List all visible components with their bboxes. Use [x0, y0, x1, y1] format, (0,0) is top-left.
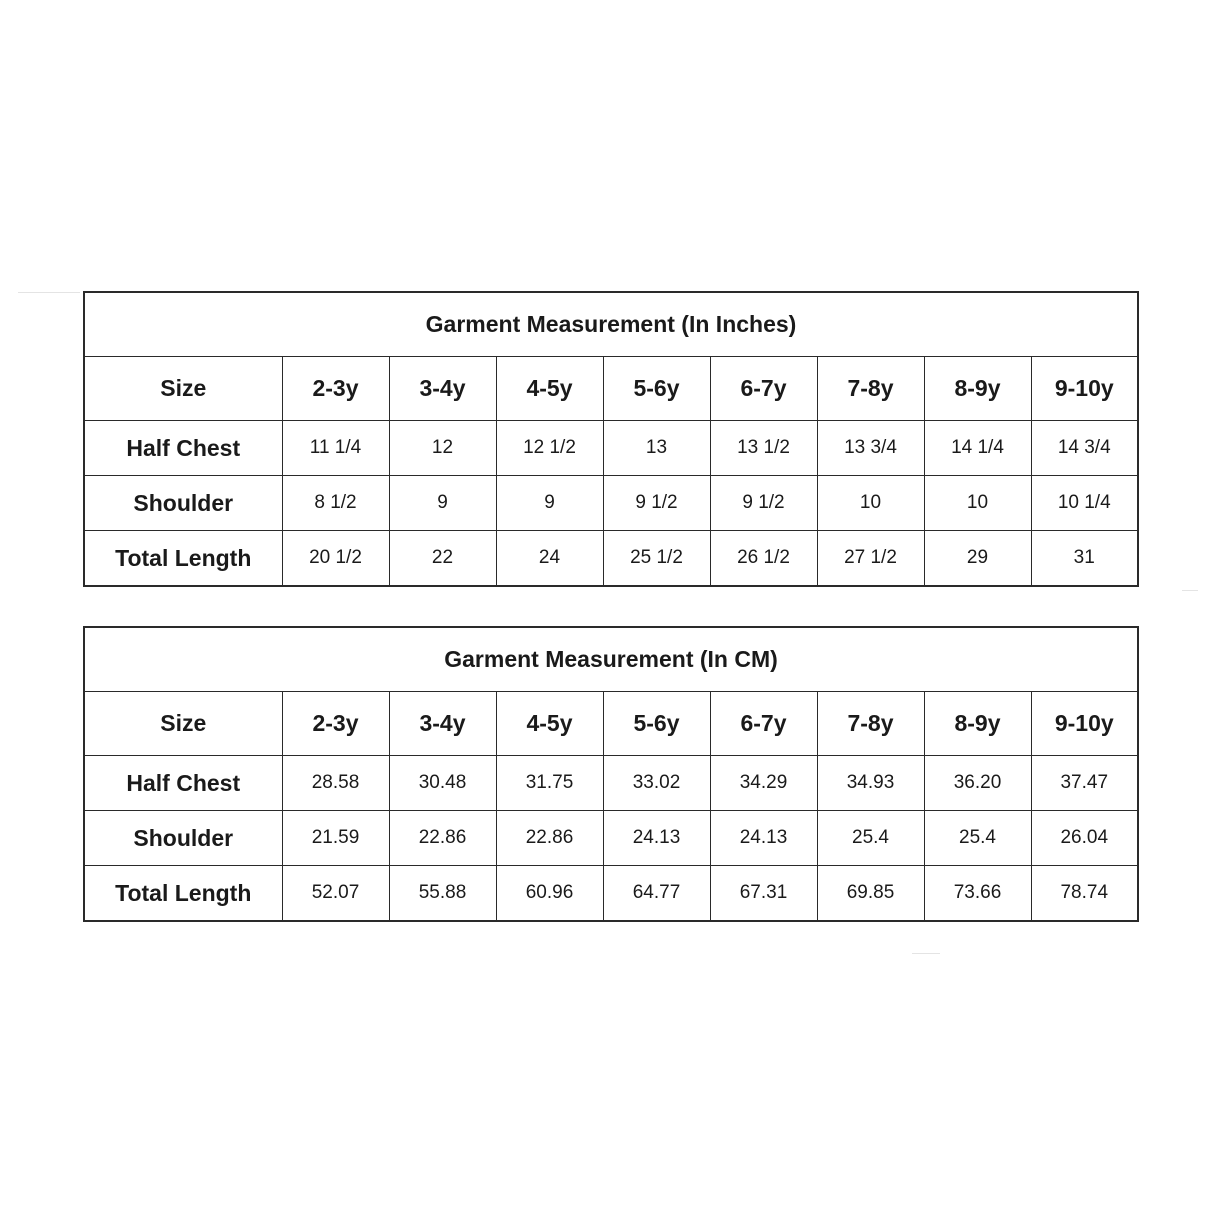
size-column-header: 4-5y [496, 692, 603, 756]
table-cell: 36.20 [924, 756, 1031, 811]
table-cell: 20 1/2 [282, 531, 389, 587]
measurement-table-cm [83, 626, 1139, 922]
table-cell: 22.86 [389, 811, 496, 866]
size-column-header: 3-4y [389, 357, 496, 421]
table-cell: 34.93 [817, 756, 924, 811]
table-cell: 26.04 [1031, 811, 1138, 866]
header-row [84, 357, 1138, 421]
table-cell: 67.31 [710, 866, 817, 922]
table-cell: 34.29 [710, 756, 817, 811]
size-column-header: 5-6y [603, 692, 710, 756]
table-row [84, 421, 1138, 476]
table-cell: 9 1/2 [603, 476, 710, 531]
row-label: Total Length [84, 866, 282, 922]
size-column-header: 8-9y [924, 357, 1031, 421]
table-cell: 31.75 [496, 756, 603, 811]
size-column-header: 9-10y [1031, 357, 1138, 421]
stray-line [1182, 590, 1198, 591]
table-title: Garment Measurement (In Inches) [84, 292, 1138, 357]
table-cell: 9 1/2 [710, 476, 817, 531]
table-cell: 11 1/4 [282, 421, 389, 476]
table-cell: 30.48 [389, 756, 496, 811]
size-column-header: 6-7y [710, 357, 817, 421]
table-cell: 25.4 [817, 811, 924, 866]
row-label: Shoulder [84, 811, 282, 866]
table-cell: 13 [603, 421, 710, 476]
table-cell: 21.59 [282, 811, 389, 866]
table-cell: 31 [1031, 531, 1138, 587]
table-cell: 55.88 [389, 866, 496, 922]
table-title: Garment Measurement (In CM) [84, 627, 1138, 692]
table-cell: 8 1/2 [282, 476, 389, 531]
size-header-label: Size [84, 692, 282, 756]
table-cell: 14 3/4 [1031, 421, 1138, 476]
stray-line [912, 953, 940, 954]
size-column-header: 9-10y [1031, 692, 1138, 756]
table-cell: 69.85 [817, 866, 924, 922]
table-cell: 37.47 [1031, 756, 1138, 811]
table-cell: 78.74 [1031, 866, 1138, 922]
table-cell: 9 [389, 476, 496, 531]
header-row [84, 692, 1138, 756]
table-cell: 13 1/2 [710, 421, 817, 476]
table-row [84, 531, 1138, 587]
table-cell: 13 3/4 [817, 421, 924, 476]
table-cell: 10 [924, 476, 1031, 531]
table-cell: 64.77 [603, 866, 710, 922]
size-column-header: 4-5y [496, 357, 603, 421]
table-cell: 12 1/2 [496, 421, 603, 476]
table-cell: 33.02 [603, 756, 710, 811]
size-header-label: Size [84, 357, 282, 421]
size-column-header: 7-8y [817, 692, 924, 756]
table-cell: 27 1/2 [817, 531, 924, 587]
size-column-header: 2-3y [282, 357, 389, 421]
size-column-header: 6-7y [710, 692, 817, 756]
table-cell: 14 1/4 [924, 421, 1031, 476]
table-cell: 52.07 [282, 866, 389, 922]
table-cell: 25.4 [924, 811, 1031, 866]
table-cell: 24.13 [603, 811, 710, 866]
table-row [84, 756, 1138, 811]
measurement-table-inches [83, 291, 1139, 587]
size-column-header: 5-6y [603, 357, 710, 421]
table-cell: 25 1/2 [603, 531, 710, 587]
size-column-header: 7-8y [817, 357, 924, 421]
table-cell: 12 [389, 421, 496, 476]
table-cell: 60.96 [496, 866, 603, 922]
table-cell: 24.13 [710, 811, 817, 866]
row-label: Half Chest [84, 421, 282, 476]
size-column-header: 8-9y [924, 692, 1031, 756]
table-row [84, 476, 1138, 531]
table-row [84, 811, 1138, 866]
table-row [84, 866, 1138, 922]
table-cell: 28.58 [282, 756, 389, 811]
table-cell: 73.66 [924, 866, 1031, 922]
table-cell: 9 [496, 476, 603, 531]
table-cell: 22.86 [496, 811, 603, 866]
row-label: Total Length [84, 531, 282, 587]
table-cell: 26 1/2 [710, 531, 817, 587]
table-cell: 10 1/4 [1031, 476, 1138, 531]
table-cell: 24 [496, 531, 603, 587]
size-column-header: 2-3y [282, 692, 389, 756]
table-cell: 29 [924, 531, 1031, 587]
size-column-header: 3-4y [389, 692, 496, 756]
row-label: Shoulder [84, 476, 282, 531]
table-cell: 10 [817, 476, 924, 531]
row-label: Half Chest [84, 756, 282, 811]
table-cell: 22 [389, 531, 496, 587]
stray-line [18, 292, 80, 293]
